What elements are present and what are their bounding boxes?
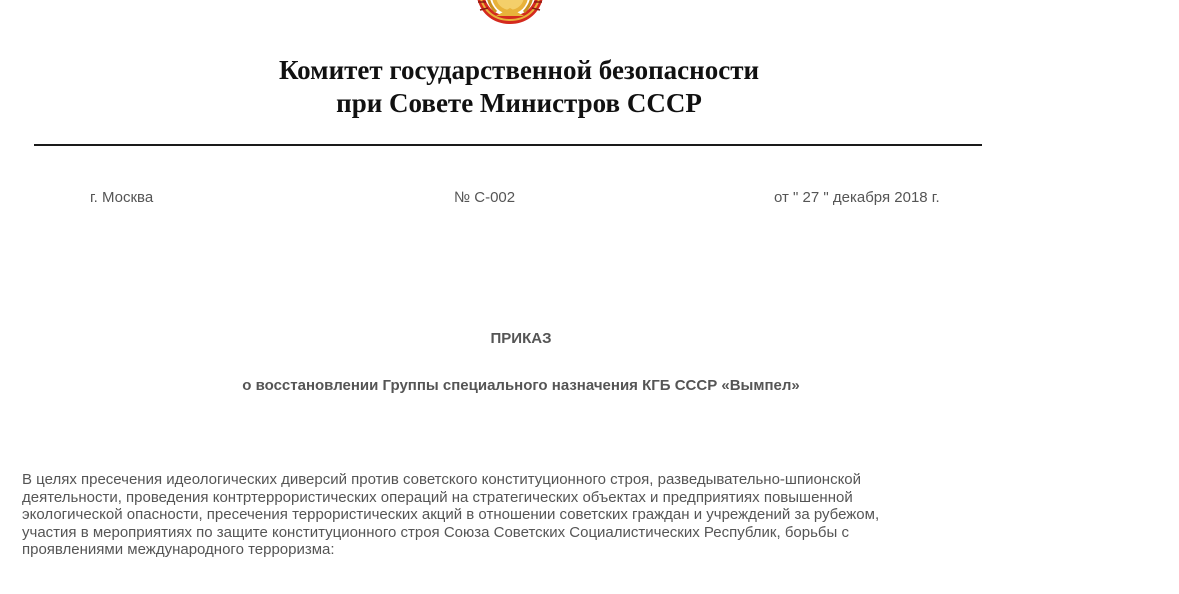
order-preamble bbox=[22, 471, 982, 559]
document-number: № С-002 bbox=[454, 189, 516, 206]
state-emblem-icon bbox=[470, 0, 550, 26]
document-date: от " 27 " декабря 2018 г. bbox=[774, 189, 940, 206]
order-heading: ПРИКАЗ bbox=[490, 330, 552, 347]
preamble-line: проявлениями международного терроризма: bbox=[22, 541, 335, 558]
preamble-line: В целях пресечения идеологических диверсий против советского конституционного строя, разведывательно-шпионской bbox=[22, 471, 862, 488]
document-city: г. Москва bbox=[90, 189, 154, 206]
preamble-line: экологической опасности, пресечения террористических акций в отношении советских граждан и учреждений за рубежом, bbox=[22, 506, 880, 523]
order-subject: о восстановлении Группы специального назначения КГБ СССР «Вымпел» bbox=[242, 377, 800, 394]
organization-title-line-2: при Совете Министров СССР bbox=[336, 88, 702, 118]
organization-title-line-1: Комитет государственной безопасности bbox=[278, 55, 760, 85]
preamble-line: деятельности, проведения контртеррористических операций на стратегических объектах и предприятиях повышенной bbox=[22, 488, 853, 506]
preamble-line: участия в мероприятиях по защите конституционного строя Союза Советских Социалистических Республик, борьбы с bbox=[22, 523, 849, 541]
header-divider bbox=[34, 144, 982, 146]
organization-title bbox=[0, 54, 1038, 120]
